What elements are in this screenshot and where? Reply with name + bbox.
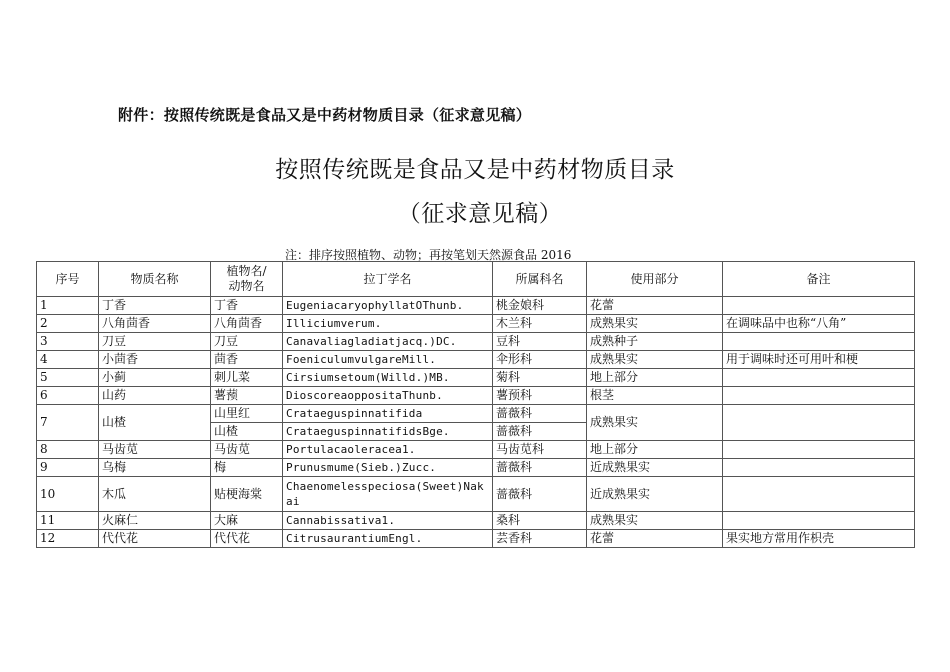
row-family: 芸香科	[493, 530, 587, 548]
row-latin: Canavaliagladiatjacq.)DC.	[283, 333, 493, 351]
row-no: 5	[37, 369, 99, 387]
row-family: 蔷薇科	[493, 405, 587, 423]
row-latin: DioscoreaoppositaThunb.	[283, 387, 493, 405]
row-source: 马齿苋	[211, 441, 283, 459]
row-no: 11	[37, 512, 99, 530]
row-remark	[723, 477, 915, 512]
row-source: 刺儿菜	[211, 369, 283, 387]
row-remark: 果实地方常用作枳壳	[723, 530, 915, 548]
row-part: 成熟果实	[587, 405, 723, 441]
row-no: 8	[37, 441, 99, 459]
row-source: 代代花	[211, 530, 283, 548]
row-part: 地上部分	[587, 369, 723, 387]
header-remark: 备注	[723, 262, 915, 297]
row-remark	[723, 297, 915, 315]
row-name: 木瓜	[99, 477, 211, 512]
row-source: 贴梗海棠	[211, 477, 283, 512]
row-family: 蔷薇科	[493, 459, 587, 477]
row-source: 山里红	[211, 405, 283, 423]
row-latin: Crataeguspinnatifida	[283, 405, 493, 423]
table-note: 注：排序按照植物、动物；再按笔划天然源食品 2016	[285, 248, 572, 262]
header-name: 物质名称	[99, 262, 211, 297]
row-family: 蔷薇科	[493, 423, 587, 441]
row-no: 3	[37, 333, 99, 351]
attachment-line: 附件：按照传统既是食品又是中药材物质目录（征求意见稿）	[118, 106, 532, 124]
row-remark	[723, 459, 915, 477]
row-part: 近成熟果实	[587, 459, 723, 477]
row-name: 小茴香	[99, 351, 211, 369]
row-latin: Illiciumverum.	[283, 315, 493, 333]
row-source: 刀豆	[211, 333, 283, 351]
row-name: 山药	[99, 387, 211, 405]
row-family: 桃金娘科	[493, 297, 587, 315]
row-remark	[723, 512, 915, 530]
row-remark	[723, 369, 915, 387]
table-header-row	[37, 262, 915, 297]
row-part: 成熟种子	[587, 333, 723, 351]
header-source: 植物名/ 动物名	[211, 262, 283, 297]
row-latin: EugeniacaryophyllatOThunb.	[283, 297, 493, 315]
document-title: 按照传统既是食品又是中药材物质目录	[275, 157, 675, 183]
row-latin: CitrusaurantiumEngl.	[283, 530, 493, 548]
row-family: 马齿苋科	[493, 441, 587, 459]
table-row	[37, 477, 915, 512]
row-name: 乌梅	[99, 459, 211, 477]
row-source: 茴香	[211, 351, 283, 369]
row-family: 木兰科	[493, 315, 587, 333]
row-remark: 在调味品中也称“八角”	[723, 315, 915, 333]
document-subtitle: （征求意见稿）	[397, 201, 563, 227]
row-latin: Chaenomelesspeciosa(Sweet)Nakai	[283, 477, 493, 512]
header-part: 使用部分	[587, 262, 723, 297]
header-no: 序号	[37, 262, 99, 297]
row-part: 成熟果实	[587, 512, 723, 530]
table-row	[37, 405, 915, 423]
row-part: 成熟果实	[587, 315, 723, 333]
table-row	[37, 369, 915, 387]
table-row	[37, 530, 915, 548]
table-row	[37, 333, 915, 351]
row-no: 12	[37, 530, 99, 548]
row-remark	[723, 387, 915, 405]
row-part: 近成熟果实	[587, 477, 723, 512]
row-latin: Portulacaoleracea1.	[283, 441, 493, 459]
table-row	[37, 387, 915, 405]
header-latin: 拉丁学名	[283, 262, 493, 297]
row-name: 刀豆	[99, 333, 211, 351]
row-part: 成熟果实	[587, 351, 723, 369]
table-row	[37, 441, 915, 459]
row-no: 6	[37, 387, 99, 405]
table-row	[37, 459, 915, 477]
row-remark	[723, 441, 915, 459]
row-remark: 用于调味时还可用叶和梗	[723, 351, 915, 369]
row-no: 9	[37, 459, 99, 477]
row-latin: Cannabissativa1.	[283, 512, 493, 530]
row-source: 梅	[211, 459, 283, 477]
table-row	[37, 351, 915, 369]
row-source: 薯蓣	[211, 387, 283, 405]
row-family: 薯预科	[493, 387, 587, 405]
row-no: 4	[37, 351, 99, 369]
row-part: 花蕾	[587, 530, 723, 548]
row-source: 山楂	[211, 423, 283, 441]
row-name: 丁香	[99, 297, 211, 315]
header-family: 所属科名	[493, 262, 587, 297]
row-family: 桑科	[493, 512, 587, 530]
row-name: 小蓟	[99, 369, 211, 387]
row-no: 10	[37, 477, 99, 512]
row-part: 根茎	[587, 387, 723, 405]
row-name: 八角茴香	[99, 315, 211, 333]
row-no: 2	[37, 315, 99, 333]
row-latin: Cirsiumsetoum(Willd.)MB.	[283, 369, 493, 387]
table-row	[37, 297, 915, 315]
table-row	[37, 315, 915, 333]
row-family: 蔷薇科	[493, 477, 587, 512]
row-name: 火麻仁	[99, 512, 211, 530]
table-row	[37, 512, 915, 530]
row-remark	[723, 405, 915, 441]
row-part: 花蕾	[587, 297, 723, 315]
row-source: 大麻	[211, 512, 283, 530]
row-part: 地上部分	[587, 441, 723, 459]
row-source: 丁香	[211, 297, 283, 315]
row-name: 代代花	[99, 530, 211, 548]
row-name: 马齿苋	[99, 441, 211, 459]
row-latin: Prunusmume(Sieb.)Zucc.	[283, 459, 493, 477]
row-family: 豆科	[493, 333, 587, 351]
row-no: 1	[37, 297, 99, 315]
row-remark	[723, 333, 915, 351]
row-latin: CrataeguspinnatifidsBge.	[283, 423, 493, 441]
row-family: 菊科	[493, 369, 587, 387]
row-name: 山楂	[99, 405, 211, 441]
row-latin: FoeniculumvulgareMill.	[283, 351, 493, 369]
row-no: 7	[37, 405, 99, 441]
row-family: 伞形科	[493, 351, 587, 369]
row-source: 八角茴香	[211, 315, 283, 333]
substance-table	[36, 261, 915, 548]
